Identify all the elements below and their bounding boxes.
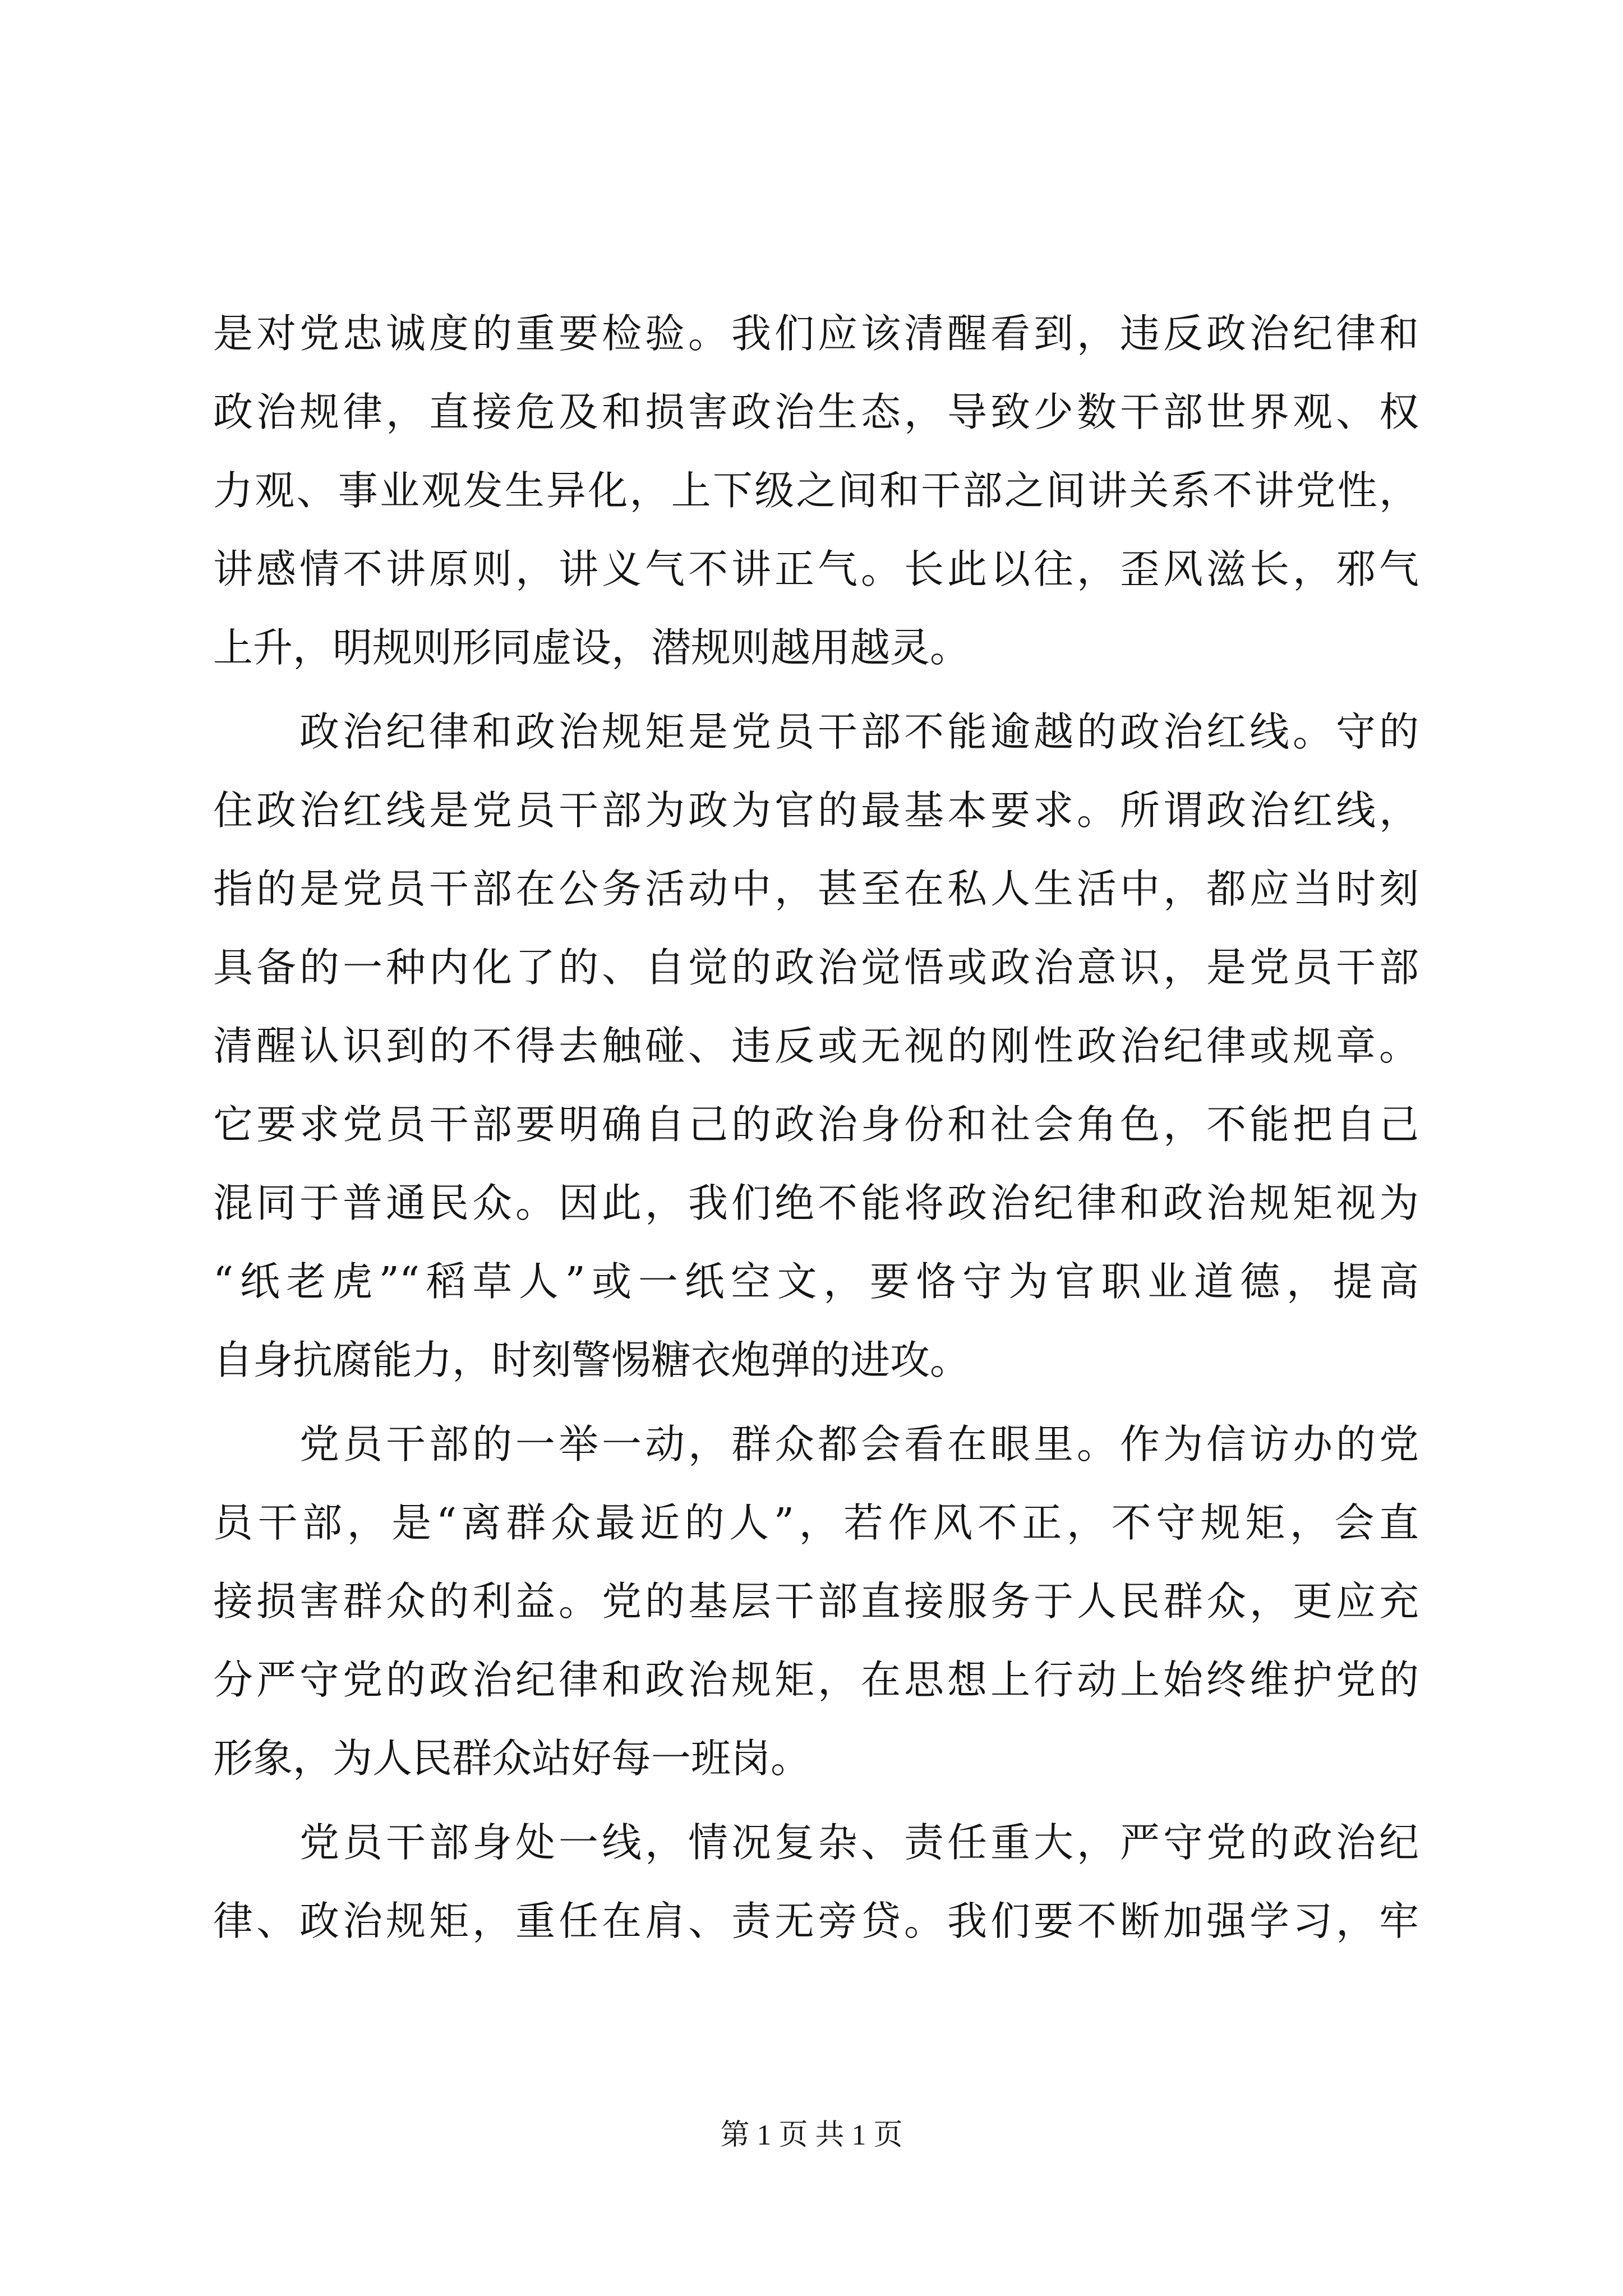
- text-line: 力观、事业观发生异化，上下级之间和干部之间讲关系不讲党性，: [213, 467, 1419, 514]
- text-line: 自身抗腐能力，时刻警惕糖衣炮弹的进攻。: [213, 1337, 970, 1383]
- text-line: “纸老虎”“稻草人”或一纸空文，要恪守为官职业道德，提高: [213, 1258, 1419, 1305]
- text-line: 政治纪律和政治规矩是党员干部不能逾越的政治红线。守的: [213, 708, 1419, 755]
- text-line: 住政治红线是党员干部为政为官的最基本要求。所谓政治红线，: [213, 787, 1419, 834]
- text-line: 讲感情不讲原则，讲义气不讲正气。长此以往，歪风滋长，邪气: [213, 546, 1419, 592]
- text-line: 分严守党的政治纪律和政治规矩，在思想上行动上始终维护党的: [213, 1657, 1419, 1703]
- text-line: 形象，为人民群众站好每一班岗。: [213, 1735, 811, 1782]
- text-line: 员干部，是“离群众最近的人”，若作风不正，不守规矩，会直: [213, 1499, 1419, 1546]
- page-footer: 第 1 页 共 1 页: [720, 2119, 903, 2151]
- text-line: 律、政治规矩，重任在肩、责无旁贷。我们要不断加强学习，牢: [213, 1898, 1419, 1944]
- text-line: 混同于普通民众。因此，我们绝不能将政治纪律和政治规矩视为: [213, 1180, 1419, 1226]
- text-line: 指的是党员干部在公务活动中，甚至在私人生活中，都应当时刻: [213, 866, 1419, 912]
- text-line: 党员干部身处一线，情况复杂、责任重大，严守党的政治纪: [213, 1819, 1419, 1866]
- text-line: 上升，明规则形同虚设，潜规则越用越灵。: [213, 624, 970, 671]
- text-line: 具备的一种内化了的、自觉的政治觉悟或政治意识，是党员干部: [213, 944, 1419, 991]
- text-line: 是对党忠诚度的重要检验。我们应该清醒看到，违反政治纪律和: [213, 310, 1419, 357]
- text-line: 接损害群众的利益。党的基层干部直接服务于人民群众，更应充: [213, 1578, 1419, 1625]
- text-line: 政治规律，直接危及和损害政治生态，导致少数干部世界观、权: [213, 389, 1419, 435]
- text-line: 党员干部的一举一动，群众都会看在眼里。作为信访办的党: [213, 1421, 1419, 1467]
- text-line: 它要求党员干部要明确自己的政治身份和社会角色，不能把自己: [213, 1101, 1419, 1148]
- text-line: 清醒认识到的不得去触碰、违反或无视的刚性政治纪律或规章。: [213, 1023, 1419, 1069]
